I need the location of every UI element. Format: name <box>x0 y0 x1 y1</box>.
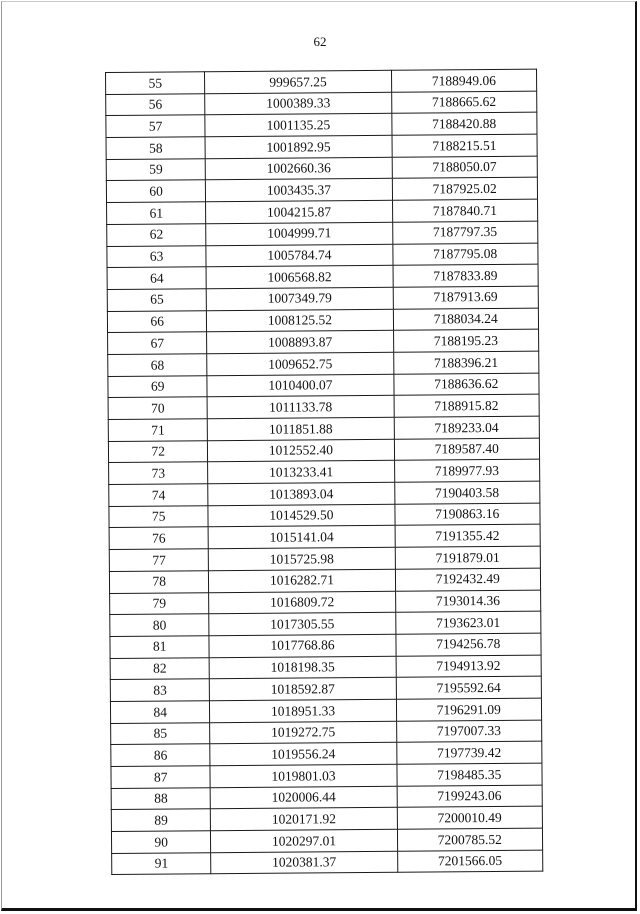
x-coordinate-cell: 1008125.52 <box>207 309 393 332</box>
y-coordinate-cell: 7192432.49 <box>395 568 541 591</box>
y-coordinate-cell: 7199243.06 <box>397 785 543 808</box>
point-number-cell: 82 <box>110 657 210 679</box>
x-coordinate-cell: 1011133.78 <box>207 396 393 419</box>
x-coordinate-cell: 1016809.72 <box>209 591 395 614</box>
x-coordinate-cell: 1014529.50 <box>208 504 394 527</box>
x-coordinate-cell: 1010400.07 <box>207 374 393 397</box>
point-number-cell: 72 <box>108 440 208 462</box>
y-coordinate-cell: 7195592.64 <box>396 676 542 699</box>
y-coordinate-cell: 7201566.05 <box>397 850 543 873</box>
point-number-cell: 88 <box>111 787 211 809</box>
point-number-cell: 63 <box>107 245 207 267</box>
y-coordinate-cell: 7188915.82 <box>394 394 540 417</box>
point-number-cell: 76 <box>109 527 209 549</box>
y-coordinate-cell: 7191355.42 <box>395 525 541 548</box>
y-coordinate-cell: 7193014.36 <box>395 590 541 613</box>
point-number-cell: 66 <box>107 310 207 332</box>
point-number-cell: 81 <box>110 636 210 658</box>
y-coordinate-cell: 7187833.89 <box>393 264 539 287</box>
x-coordinate-cell: 1013233.41 <box>208 461 394 484</box>
y-coordinate-cell: 7187913.69 <box>393 286 539 309</box>
x-coordinate-cell: 1013893.04 <box>208 482 394 505</box>
point-number-cell: 73 <box>109 462 209 484</box>
point-number-cell: 84 <box>110 701 210 723</box>
x-coordinate-cell: 1020006.44 <box>211 786 397 809</box>
y-coordinate-cell: 7187795.08 <box>392 243 538 266</box>
point-number-cell: 68 <box>108 354 208 376</box>
point-number-cell: 75 <box>109 505 209 527</box>
point-number-cell: 58 <box>106 137 206 159</box>
y-coordinate-cell: 7190863.16 <box>394 503 540 526</box>
point-number-cell: 71 <box>108 419 208 441</box>
y-coordinate-cell: 7191879.01 <box>395 546 541 569</box>
point-number-cell: 80 <box>110 614 210 636</box>
point-number-cell: 83 <box>110 679 210 701</box>
point-number-cell: 77 <box>109 549 209 571</box>
coordinates-table <box>105 69 543 876</box>
x-coordinate-cell: 1001892.95 <box>205 135 391 158</box>
point-number-cell: 62 <box>107 224 207 246</box>
point-number-cell: 60 <box>106 180 206 202</box>
y-coordinate-cell: 7187925.02 <box>392 178 538 201</box>
x-coordinate-cell: 1017305.55 <box>209 612 395 635</box>
x-coordinate-cell: 1008893.87 <box>207 330 393 353</box>
point-number-cell: 70 <box>108 397 208 419</box>
y-coordinate-cell: 7198485.35 <box>396 763 542 786</box>
x-coordinate-cell: 1002660.36 <box>206 157 392 180</box>
point-number-cell: 90 <box>111 831 211 853</box>
x-coordinate-cell: 1020297.01 <box>211 829 397 852</box>
y-coordinate-cell: 7188665.62 <box>391 91 537 114</box>
point-number-cell: 74 <box>109 484 209 506</box>
x-coordinate-cell: 1004999.71 <box>206 222 392 245</box>
x-coordinate-cell: 1018951.33 <box>210 699 396 722</box>
y-coordinate-cell: 7188949.06 <box>391 69 537 92</box>
x-coordinate-cell: 1019272.75 <box>210 721 396 744</box>
x-coordinate-cell: 1004215.87 <box>206 200 392 223</box>
point-number-cell: 79 <box>110 592 210 614</box>
y-coordinate-cell: 7200785.52 <box>397 828 543 851</box>
x-coordinate-cell: 1003435.37 <box>206 179 392 202</box>
y-coordinate-cell: 7189587.40 <box>394 438 540 461</box>
x-coordinate-cell: 1018198.35 <box>210 656 396 679</box>
x-coordinate-cell: 1006568.82 <box>206 265 392 288</box>
x-coordinate-cell: 1009652.75 <box>207 352 393 375</box>
y-coordinate-cell: 7188636.62 <box>393 373 539 396</box>
point-number-cell: 89 <box>111 809 211 831</box>
page-number: 62 <box>313 34 327 49</box>
y-coordinate-cell: 7196291.09 <box>396 698 542 721</box>
x-coordinate-cell: 1011851.88 <box>208 417 394 440</box>
y-coordinate-cell: 7189233.04 <box>394 416 540 439</box>
x-coordinate-cell: 1020171.92 <box>211 808 397 831</box>
table-row <box>112 850 543 875</box>
point-number-cell: 61 <box>107 202 207 224</box>
x-coordinate-cell: 1015725.98 <box>209 547 395 570</box>
y-coordinate-cell: 7197739.42 <box>396 741 542 764</box>
point-number-cell: 55 <box>106 72 206 94</box>
y-coordinate-cell: 7189977.93 <box>394 459 540 482</box>
y-coordinate-cell: 7200010.49 <box>397 806 543 829</box>
y-coordinate-cell: 7187840.71 <box>392 199 538 222</box>
point-number-cell: 86 <box>111 744 211 766</box>
x-coordinate-cell: 1000389.33 <box>205 92 391 115</box>
point-number-cell: 65 <box>107 289 207 311</box>
x-coordinate-cell: 1019556.24 <box>210 743 396 766</box>
x-coordinate-cell: 1005784.74 <box>206 244 392 267</box>
point-number-cell: 87 <box>111 766 211 788</box>
y-coordinate-cell: 7194256.78 <box>395 633 541 656</box>
y-coordinate-cell: 7188034.24 <box>393 308 539 331</box>
y-coordinate-cell: 7190403.58 <box>394 481 540 504</box>
y-coordinate-cell: 7188396.21 <box>393 351 539 374</box>
y-coordinate-cell: 7197007.33 <box>396 720 542 743</box>
point-number-cell: 56 <box>106 93 206 115</box>
point-number-cell: 78 <box>109 571 209 593</box>
point-number-cell: 59 <box>106 158 206 180</box>
x-coordinate-cell: 1020381.37 <box>211 851 397 874</box>
y-coordinate-cell: 7194913.92 <box>396 655 542 678</box>
x-coordinate-cell: 1001135.25 <box>205 114 391 137</box>
coordinates-table-body <box>106 69 543 875</box>
y-coordinate-cell: 7187797.35 <box>392 221 538 244</box>
y-coordinate-cell: 7188050.07 <box>392 156 538 179</box>
x-coordinate-cell: 1015141.04 <box>208 526 394 549</box>
y-coordinate-cell: 7193623.01 <box>395 611 541 634</box>
point-number-cell: 69 <box>108 375 208 397</box>
x-coordinate-cell: 1019801.03 <box>210 764 396 787</box>
point-number-cell: 91 <box>112 852 212 874</box>
x-coordinate-cell: 1007349.79 <box>207 287 393 310</box>
y-coordinate-cell: 7188215.51 <box>392 134 538 157</box>
point-number-cell: 85 <box>111 722 211 744</box>
x-coordinate-cell: 1017768.86 <box>209 634 395 657</box>
x-coordinate-cell: 999657.25 <box>205 70 391 93</box>
y-coordinate-cell: 7188420.88 <box>391 112 537 135</box>
point-number-cell: 57 <box>106 115 206 137</box>
point-number-cell: 67 <box>108 332 208 354</box>
y-coordinate-cell: 7188195.23 <box>393 329 539 352</box>
point-number-cell: 64 <box>107 267 207 289</box>
x-coordinate-cell: 1016282.71 <box>209 569 395 592</box>
x-coordinate-cell: 1018592.87 <box>210 677 396 700</box>
x-coordinate-cell: 1012552.40 <box>208 439 394 462</box>
